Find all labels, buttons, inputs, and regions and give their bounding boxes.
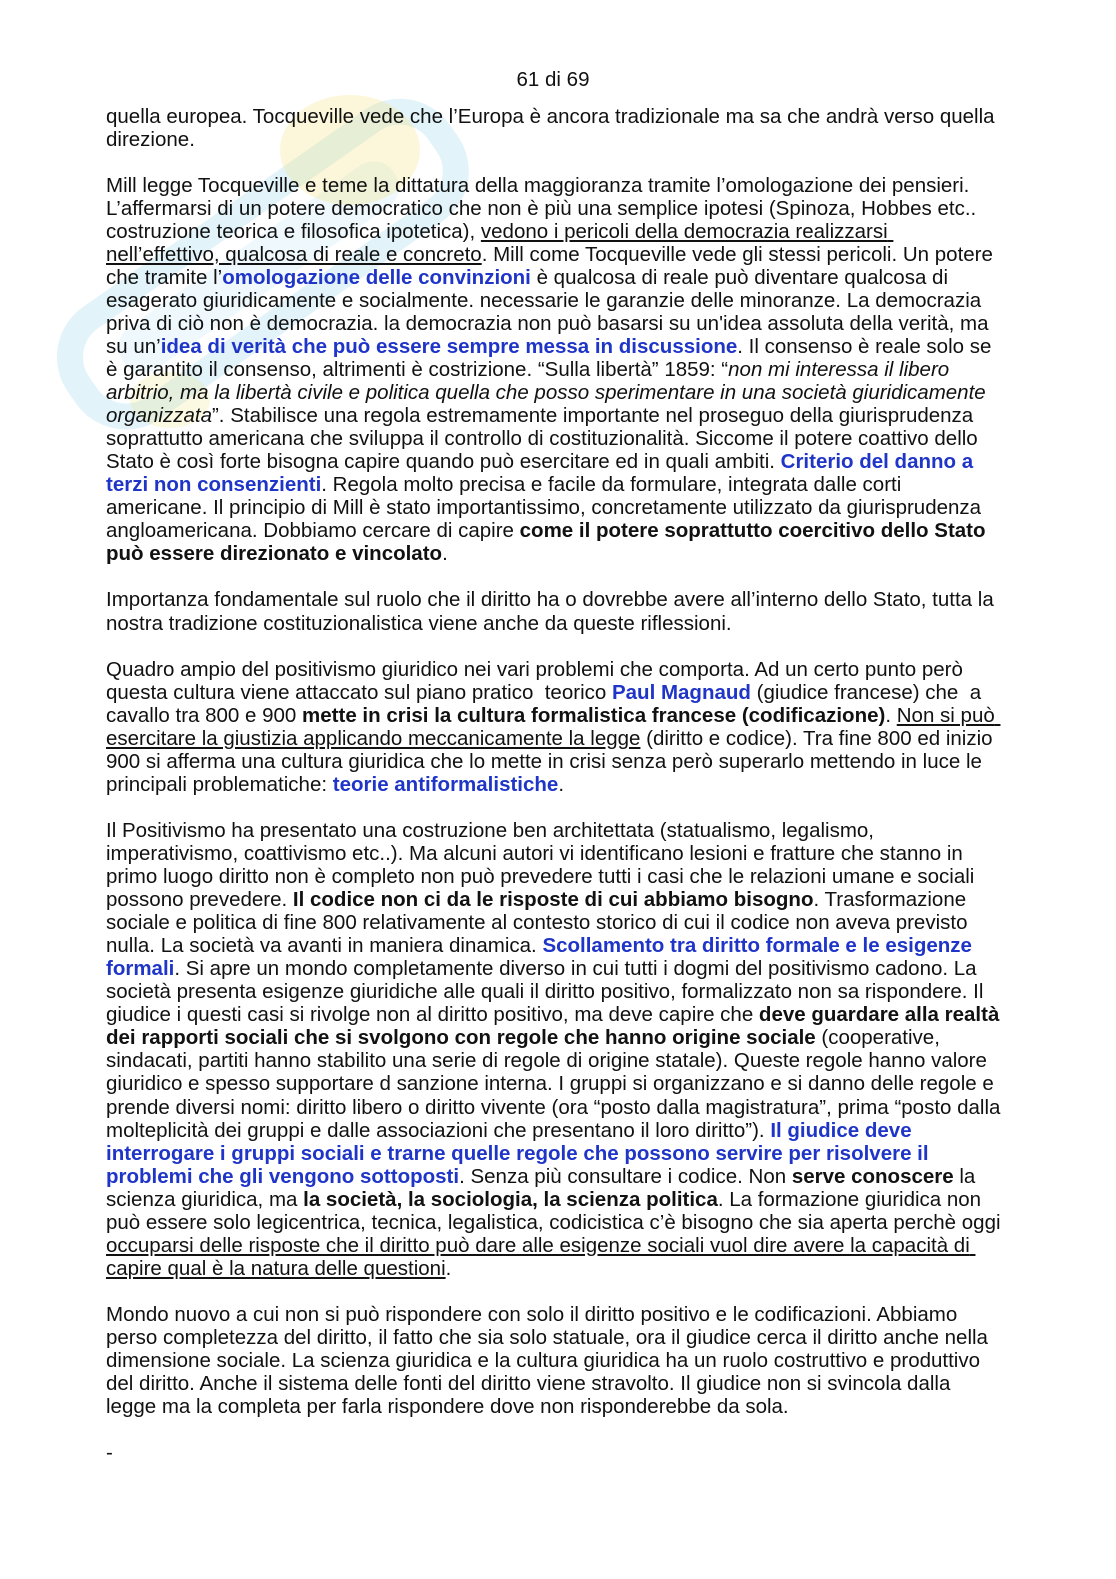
page-number: 61 di 69	[516, 68, 590, 91]
text-run: ”. Stabilisce una regola estremamente importante nel proseguo della giurisprudenza soprattutto americana che sviluppa il controllo di costituzionalità. Siccome il potere coattivo dello Stato è così forte bisogna capire quando può esercitare ed in quali ambiti.	[106, 404, 984, 474]
text-run: Quadro ampio del positivismo giuridico nei vari problemi che comporta. Ad un certo punto però questa cultura viene attaccato sul piano pratico teorico	[106, 657, 969, 704]
underlined-phrase: occuparsi delle risposte che il diritto può dare alle esigenze sociali vuol dire avere la capacità di capire qual è la natura delle questioni	[106, 1233, 976, 1280]
text-run: Mill legge Tocqueville e teme la dittatura della maggioranza tramite l’omologazione dei pensieri. L’affermarsi di un potere democratico che non è più una semplice ipotesi (Spinoza, Hobbes etc.. costruzione teorica e filosofica ipotetica),	[106, 173, 982, 243]
bold-phrase: mette in crisi la cultura formalistica francese (codificazione)	[302, 703, 886, 727]
text-run: (diritto e codice). Tra fine 800 ed inizio 900 si afferma una cultura giuridica che lo mette in crisi senza però superarlo mettendo in luce le principali problematiche:	[106, 726, 999, 796]
highlighted-term: idea di verità che può essere sempre messa in discussione	[160, 334, 738, 358]
bold-phrase: deve guardare alla realtà dei rapporti sociali che si svolgono con regole che hanno origine sociale	[106, 1003, 1006, 1050]
highlighted-term: Scollamento tra diritto formale e le esigenze formali	[106, 934, 978, 981]
highlighted-term: Il giudice deve interrogare i gruppi sociali e trarne quelle regole che possono servire per risolvere il problemi che gli vengono sottoposti	[106, 1118, 935, 1188]
bold-phrase: la società, la sociologia, la scienza politica	[303, 1187, 718, 1211]
text-run: . Trasformazione sociale e politica di fine 800 relativamente al contesto storico di cui il codice non aveva previsto nulla. La società va avanti in maniera dinamica.	[106, 888, 974, 958]
bold-phrase: Il codice non ci da le risposte di cui abbiamo bisogno	[292, 888, 814, 912]
text-run: .	[885, 703, 897, 727]
paragraph-new-world	[106, 1303, 1003, 1418]
underlined-phrase: Non si può esercitare la giustizia applicando meccanicamente la legge	[106, 703, 1001, 750]
paragraph-positivism-crisis	[106, 658, 1003, 796]
underlined-phrase: vedono i pericoli della democrazia realizzarsi nell’effettivo, qualcosa di reale e concreto	[106, 219, 894, 266]
highlighted-term: Criterio del danno a terzi non consenzienti	[106, 450, 979, 497]
text-run: .	[442, 542, 448, 566]
highlighted-term: teorie antiformalistiche	[332, 772, 559, 796]
bold-phrase: come il potere soprattutto coercitivo dello Stato può essere direzionato e vincolato	[106, 519, 992, 566]
text-run: . Mill come Tocqueville vede gli stessi pericoli. Un potere che tramite l’	[106, 242, 999, 289]
text-run: è qualcosa di reale può diventare qualcosa di esagerato giuridicamente e socialmente. necessarie le garanzie delle minoranze. La democrazia priva di ciò non è democrazia. la democrazia non può basarsi su un'idea assoluta della verità, ma su un’	[106, 265, 995, 358]
text-run: .	[558, 772, 565, 796]
text-run: Mondo nuovo a cui non si può rispondere con solo il diritto positivo e le codificazioni. Abbiamo perso completezza del diritto, il fatto che sia solo statuale, ora il giudice cerca il diritto anche nella dimensione sociale. La scienza giuridica e la cultura giuridica ha un ruolo costruttivo e produttivo del diritto. Anche il sistema delle fonti del diritto viene stravolto. Il giudice non si svincola dalla legge ma la completa per farla rispondere dove non risponderebbe da sola.	[106, 1302, 994, 1419]
text-run: Importanza fondamentale sul ruolo che il diritto ha o dovrebbe avere all’interno dello Stato, tutta la nostra tradizione costituzionalistica viene anche da queste riflessioni.	[106, 588, 1000, 635]
text-run: . Senza più consultare i codice. Non	[459, 1164, 792, 1188]
trailing-dash: -	[106, 1441, 113, 1465]
document-body	[106, 104, 1007, 1488]
italic-quote: non mi interessa il libero arbitrio, ma la libertà civile e politica quella che posso sperimentare in una società giuridicamente organizzata	[106, 358, 992, 428]
text-run: . Si apre un mondo completamente diverso in cui tutti i dogmi del positivismo cadono. La società presenta esigenze giuridiche alle quali il diritto positivo, formalizzato non sa rispondere. Il giudice i questi casi si rivolge non al diritto positivo, ma deve capire che	[106, 957, 990, 1027]
text-run: quella europea. Tocqueville vede che l’Europa è ancora tradizionale ma sa che andrà verso quella direzione.	[106, 104, 1001, 151]
text-run: . La formazione giuridica non può essere solo legicentrica, tecnica, legalistica, codicistica c’è bisogno che sia aperta perchè oggi	[106, 1187, 1007, 1234]
text-run: (giudice francese) che a cavallo tra 800 e 900	[106, 680, 987, 727]
text-run: la scienza giuridica, ma	[106, 1164, 982, 1211]
paragraph-constitutional-tradition	[106, 588, 1003, 634]
text-run: . Regola molto precisa e facile da formulare, integrata dalle corti americane. Il principio di Mill è stato importantissimo, concretamente utilizzato da giurisprudenza angloamericana. Dobbiamo cercare di capire	[106, 473, 987, 543]
paragraph-mill	[106, 174, 1003, 566]
highlighted-term: omologazione delle convinzioni	[222, 265, 531, 289]
text-run: . Il consenso è reale solo se è garantito il consenso, altrimenti è costrizione. “Sulla libertà” 1859: “	[106, 334, 998, 382]
text-run: (cooperative, sindacati, partiti hanno stabilito una serie di regole di origine statale). Queste regole hanno valore giuridico e spesso supportare d sanzione interna. I gruppi si organizzano e si danno delle regole e prende diversi nomi: diritto libero o diritto vivente (ora “posto dalla magistratura”, prima “posto dalla molteplicità dei gruppi e dalle associazioni che presentano il loro diritto”).	[106, 1026, 1007, 1142]
paragraph-tocqueville-europe	[106, 105, 1003, 151]
highlighted-term: Paul Magnaud	[611, 680, 751, 704]
paragraph-antiformalism	[106, 818, 1007, 1280]
text-run: .	[445, 1256, 452, 1280]
text-run: Il Positivismo ha presentato una costruzione ben architettata (statualismo, legalismo, imperativismo, coattivismo etc..). Ma alcuni autori vi identificano lesioni e fratture che stanno in primo luogo diritto non è completo non può prevedere tutti i casi che le relazioni umane e sociali possono prevedere.	[106, 818, 981, 912]
bold-phrase: serve conoscere	[791, 1164, 954, 1188]
